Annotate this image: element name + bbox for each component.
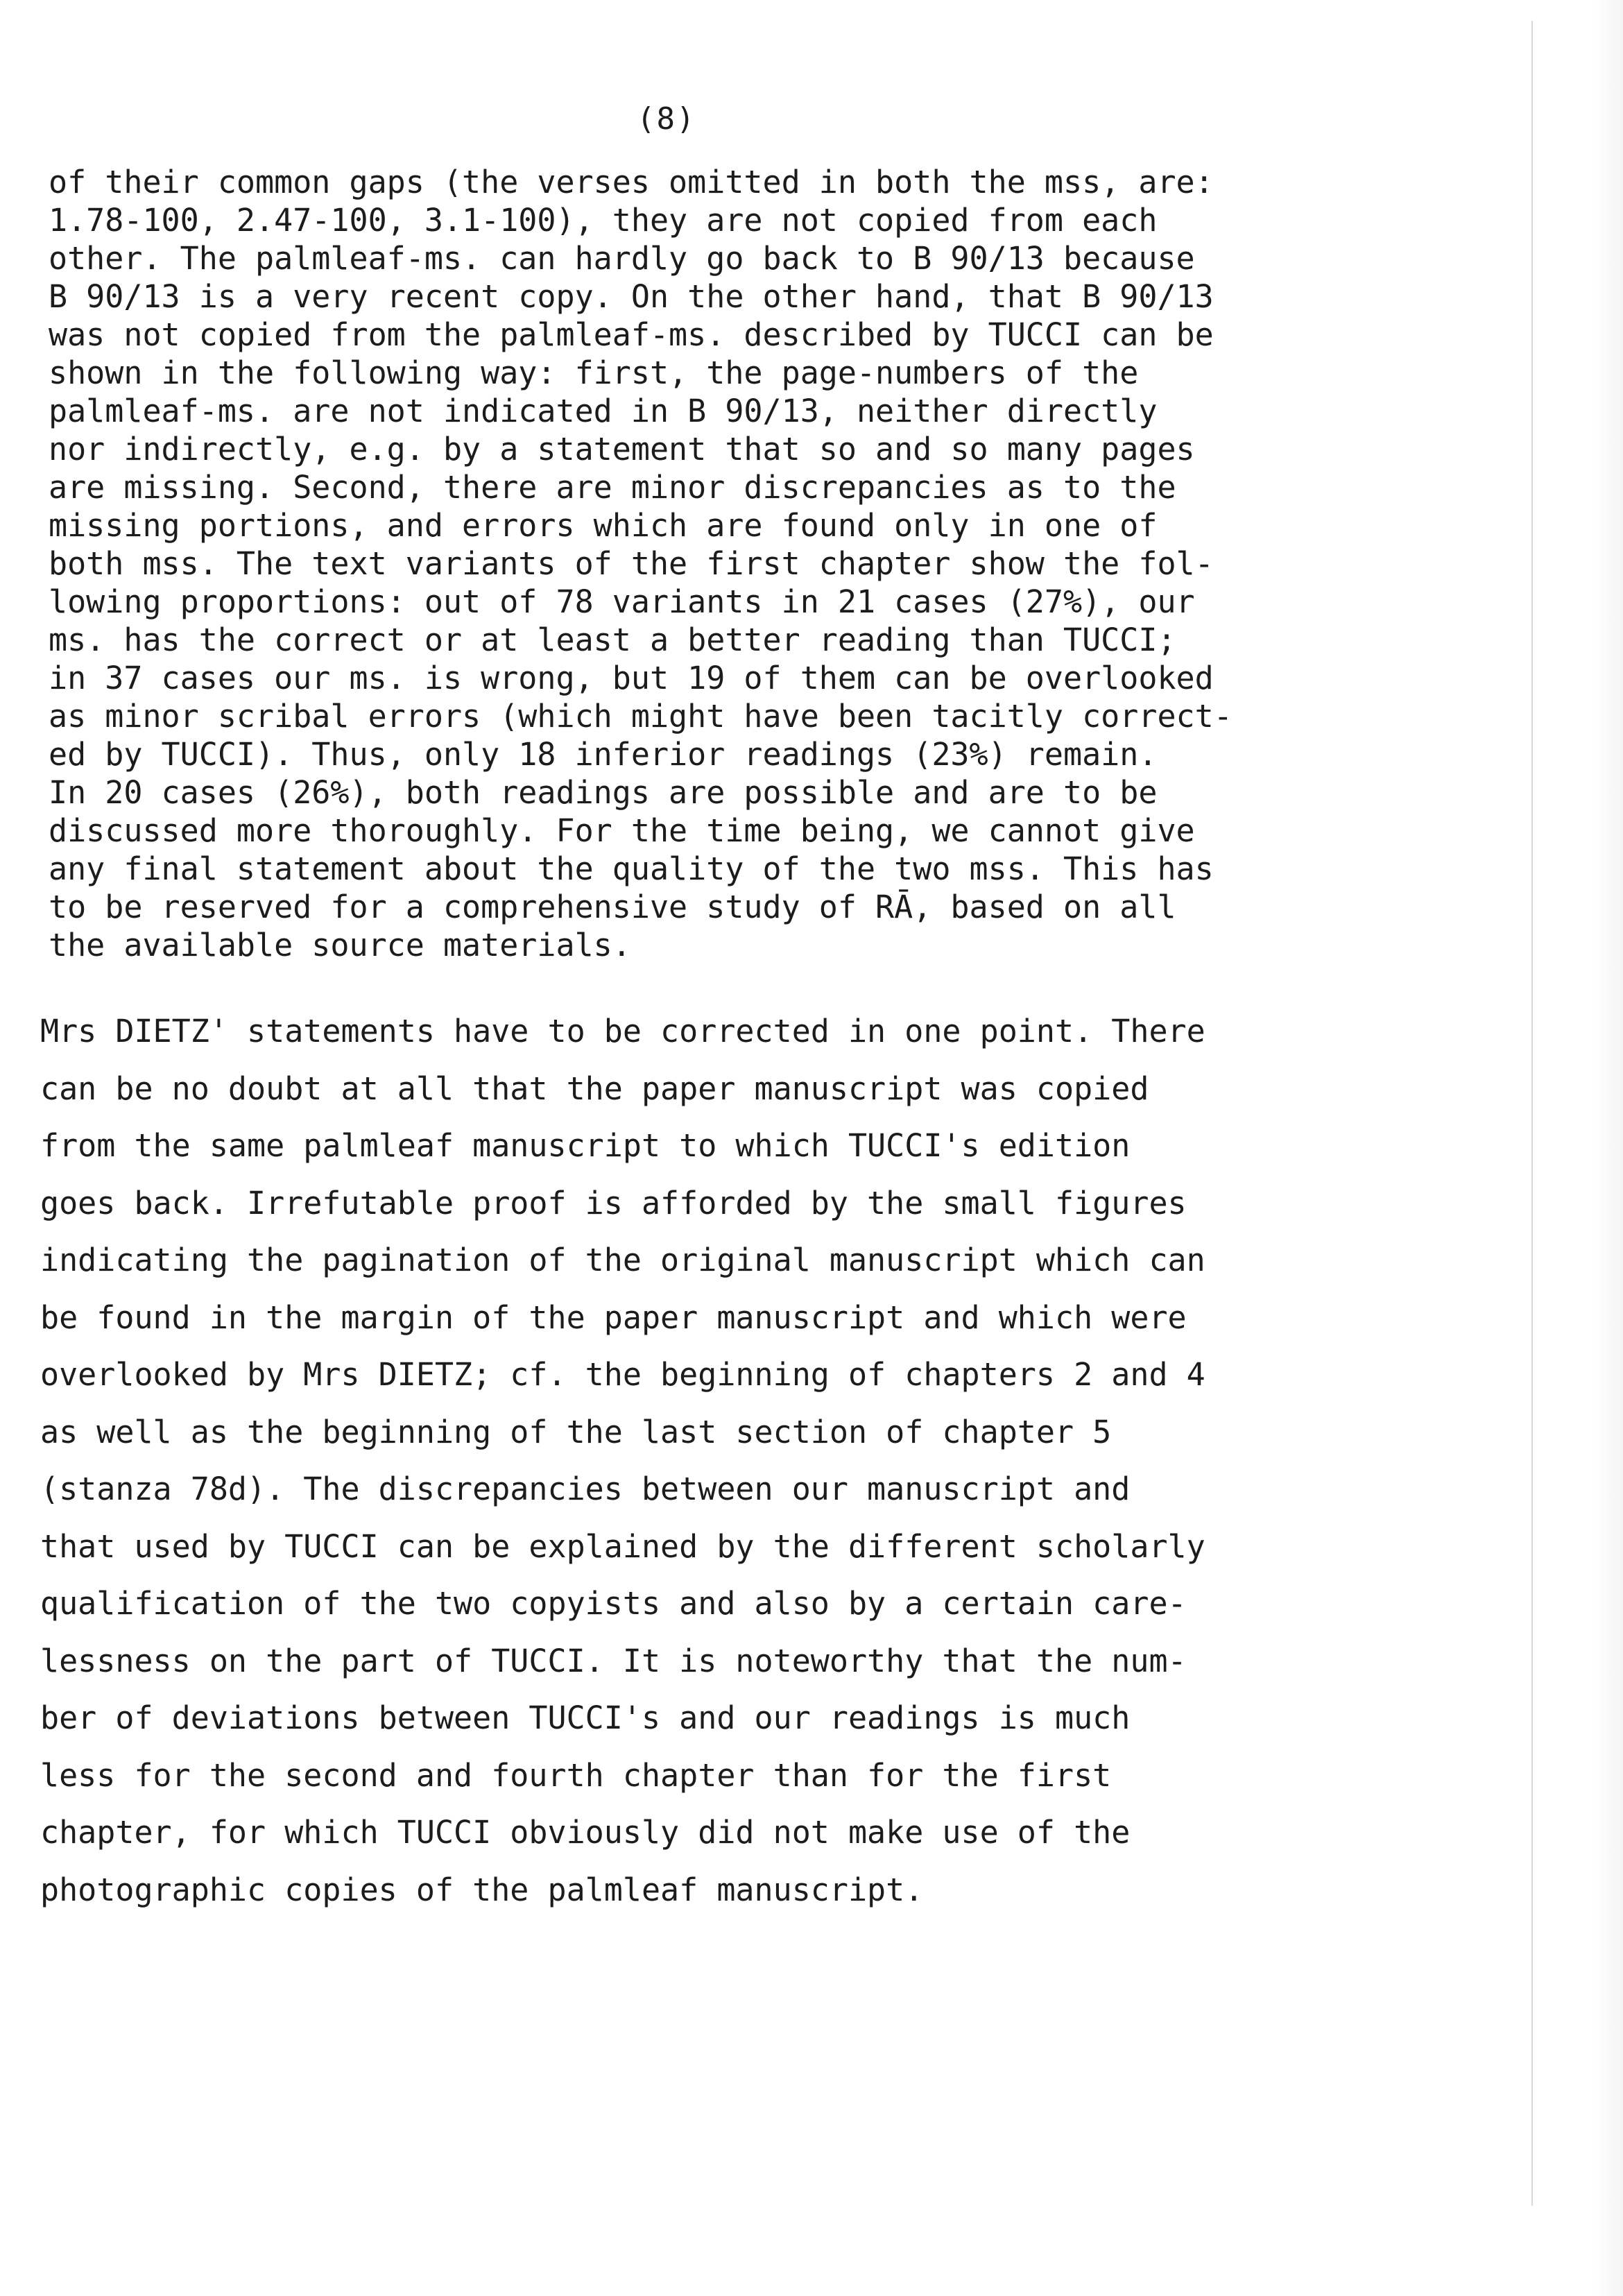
text-line: as well as the beginning of the last section of chapter 5 [40,1413,1112,1450]
text-line: 1.78-100, 2.47-100, 3.1-100), they are not copied from each [49,202,1158,239]
text-line: that used by TUCCI can be explained by the different scholarly [40,1527,1205,1565]
text-line: to be reserved for a comprehensive study of RĀ, based on all [49,889,1176,925]
text-line: ber of deviations between TUCCI's and our readings is much [40,1699,1131,1736]
text-line: qualification of the two copyists and also by a certain care- [40,1585,1187,1622]
text-line: overlooked by Mrs DIETZ; cf. the beginning of chapters 2 and 4 [40,1356,1205,1393]
text-line: shown in the following way: first, the page-numbers of the [49,354,1139,391]
text-line: are missing. Second, there are minor discrepancies as to the [49,469,1176,506]
paragraph-double-spaced [40,1003,1344,1919]
text-line: ms. has the correct or at least a better reading than TUCCI; [49,622,1176,658]
text-line: missing portions, and errors which are found only in one of [49,507,1158,544]
text-line: goes back. Irrefutable proof is afforded by the small figures [40,1184,1187,1222]
text-line: other. The palmleaf-ms. can hardly go back to B 90/13 because [49,240,1195,277]
margin-rule [1531,21,1533,2206]
text-line: the available source materials. [49,927,631,963]
page-edge-shadow [1595,0,1623,2296]
text-line: lowing proportions: out of 78 variants in 21 cases (27%), our [49,583,1195,620]
text-line: photographic copies of the palmleaf manuscript. [40,1871,924,1908]
text-line: was not copied from the palmleaf-ms. described by TUCCI can be [49,316,1214,353]
text-line: can be no doubt at all that the paper manuscript was copied [40,1070,1149,1107]
text-line: lessness on the part of TUCCI. It is noteworthy that the num- [40,1642,1187,1679]
text-line: palmleaf-ms. are not indicated in B 90/13, neither directly [49,393,1158,429]
text-line: nor indirectly, e.g. by a statement that so and so many pages [49,431,1195,468]
text-line: In 20 cases (26%), both readings are possible and are to be [49,774,1158,811]
text-line: (stanza 78d). The discrepancies between our manuscript and [40,1471,1131,1507]
text-line: in 37 cases our ms. is wrong, but 19 of them can be overlooked [49,660,1214,696]
text-line: Mrs DIETZ' statements have to be corrected in one point. There [40,1013,1205,1050]
text-line: as minor scribal errors (which might have been tacitly correct- [49,698,1233,735]
text-line: any final statement about the quality of the two mss. This has [49,850,1214,887]
text-line: both mss. The text variants of the first chapter show the fol- [49,545,1214,582]
text-line: discussed more thoroughly. For the time being, we cannot give [49,812,1195,849]
text-line: ed by TUCCI). Thus, only 18 inferior readings (23%) remain. [49,736,1158,773]
text-line: be found in the margin of the paper manuscript and which were [40,1299,1187,1336]
text-line: indicating the pagination of the original manuscript which can [40,1242,1205,1278]
text-line: from the same palmleaf manuscript to which TUCCI's edition [40,1127,1131,1164]
text-line: B 90/13 is a very recent copy. On the other hand, that B 90/13 [49,278,1214,315]
text-line: chapter, for which TUCCI obviously did not make use of the [40,1814,1131,1851]
text-line: of their common gaps (the verses omitted in both the mss, are: [49,164,1214,200]
text-line: less for the second and fourth chapter than for the first [40,1756,1112,1794]
paragraph-single-spaced [49,163,1352,964]
page-number: (8) [637,101,696,137]
